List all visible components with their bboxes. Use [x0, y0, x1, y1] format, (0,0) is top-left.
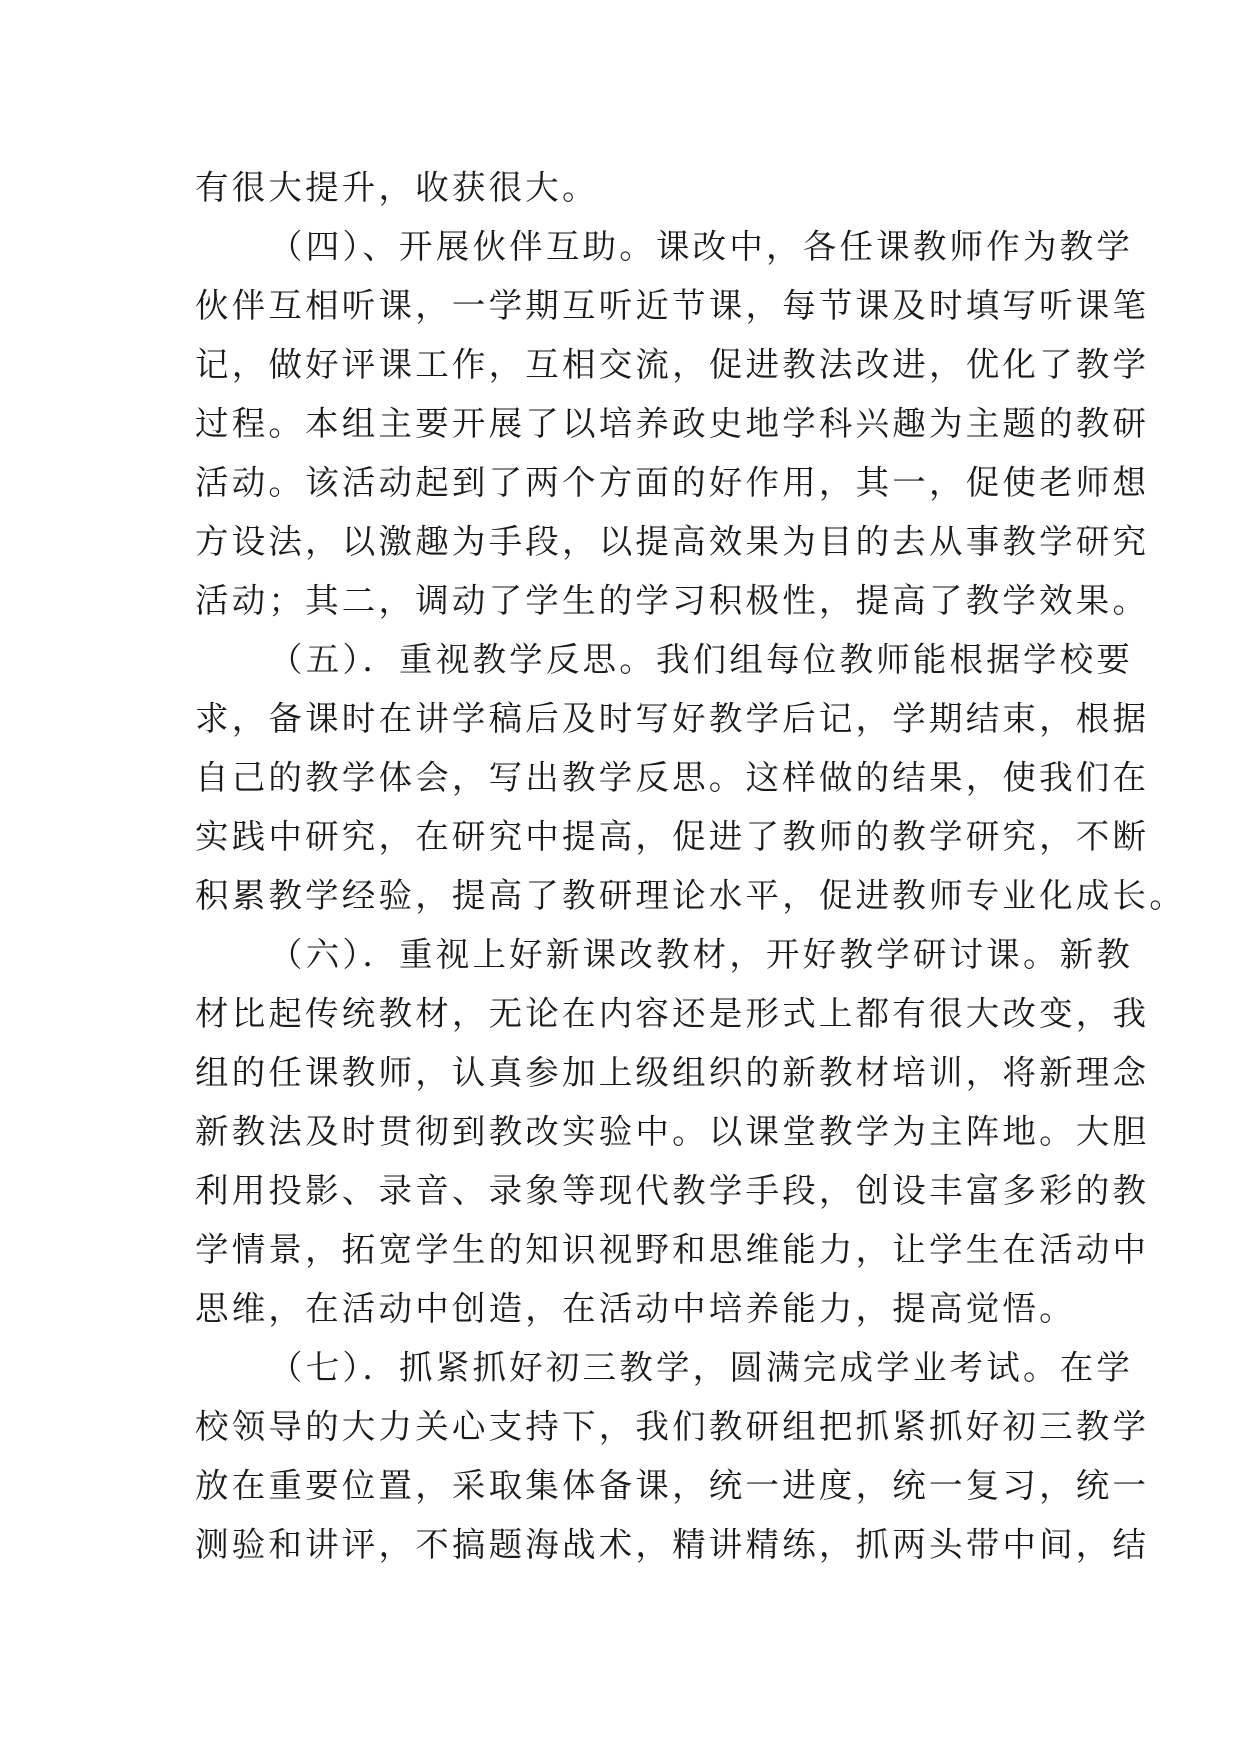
paragraph-six-heading-line: （六）．重视上好新课改教材，开好教学研讨课。新教 — [269, 935, 1134, 974]
text-line: 活动；其二，调动了学生的学习积极性，提高了教学效果。 — [195, 581, 1150, 620]
text-line: 记，做好评课工作，互相交流，促进教法改进，优化了教学 — [195, 345, 1150, 384]
paragraph-seven-heading-line: （七）．抓紧抓好初三教学，圆满完成学业考试。在学 — [269, 1348, 1134, 1387]
text-line: 积累教学经验，提高了教研理论水平，促进教师专业化成长。 — [195, 876, 1186, 915]
text-line: 求，备课时在讲学稿后及时写好教学后记，学期结束，根据 — [195, 699, 1150, 738]
text-line: 新教法及时贯彻到教改实验中。以课堂教学为主阵地。大胆 — [195, 1112, 1150, 1151]
text-line: 伙伴互相听课，一学期互听近节课，每节课及时填写听课笔 — [195, 286, 1150, 325]
body-text — [195, 158, 1186, 1574]
text-line: 有很大提升，收获很大。 — [195, 168, 599, 207]
text-line: 组的任课教师，认真参加上级组织的新教材培训，将新理念 — [195, 1053, 1150, 1092]
paragraph-five-heading-line: （五）．重视教学反思。我们组每位教师能根据学校要 — [269, 640, 1134, 679]
text-line: 自己的教学体会，写出教学反思。这样做的结果，使我们在 — [195, 758, 1150, 797]
text-line: 思维，在活动中创造，在活动中培养能力，提高觉悟。 — [195, 1289, 1076, 1328]
text-line: 活动。该活动起到了两个方面的好作用，其一，促使老师想 — [195, 463, 1150, 502]
text-line: 实践中研究，在研究中提高，促进了教师的教学研究，不断 — [195, 817, 1150, 856]
text-line: 过程。本组主要开展了以培养政史地学科兴趣为主题的教研 — [195, 404, 1150, 443]
text-line: 放在重要位置，采取集体备课，统一进度，统一复习，统一 — [195, 1466, 1150, 1505]
text-line: 校领导的大力关心支持下，我们教研组把抓紧抓好初三教学 — [195, 1407, 1150, 1446]
text-line: 利用投影、录音、录象等现代教学手段，创设丰富多彩的教 — [195, 1171, 1150, 1210]
paragraph-four-heading-line: （四）、开展伙伴互助。课改中，各任课教师作为教学 — [269, 227, 1134, 266]
text-line: 学情景，拓宽学生的知识视野和思维能力，让学生在活动中 — [195, 1230, 1150, 1269]
text-line: 方设法，以激趣为手段，以提高效果为目的去从事教学研究 — [195, 522, 1150, 561]
text-line: 材比起传统教材，无论在内容还是形式上都有很大改变，我 — [195, 994, 1150, 1033]
text-line: 测验和讲评，不搞题海战术，精讲精练，抓两头带中间，结 — [195, 1525, 1150, 1564]
